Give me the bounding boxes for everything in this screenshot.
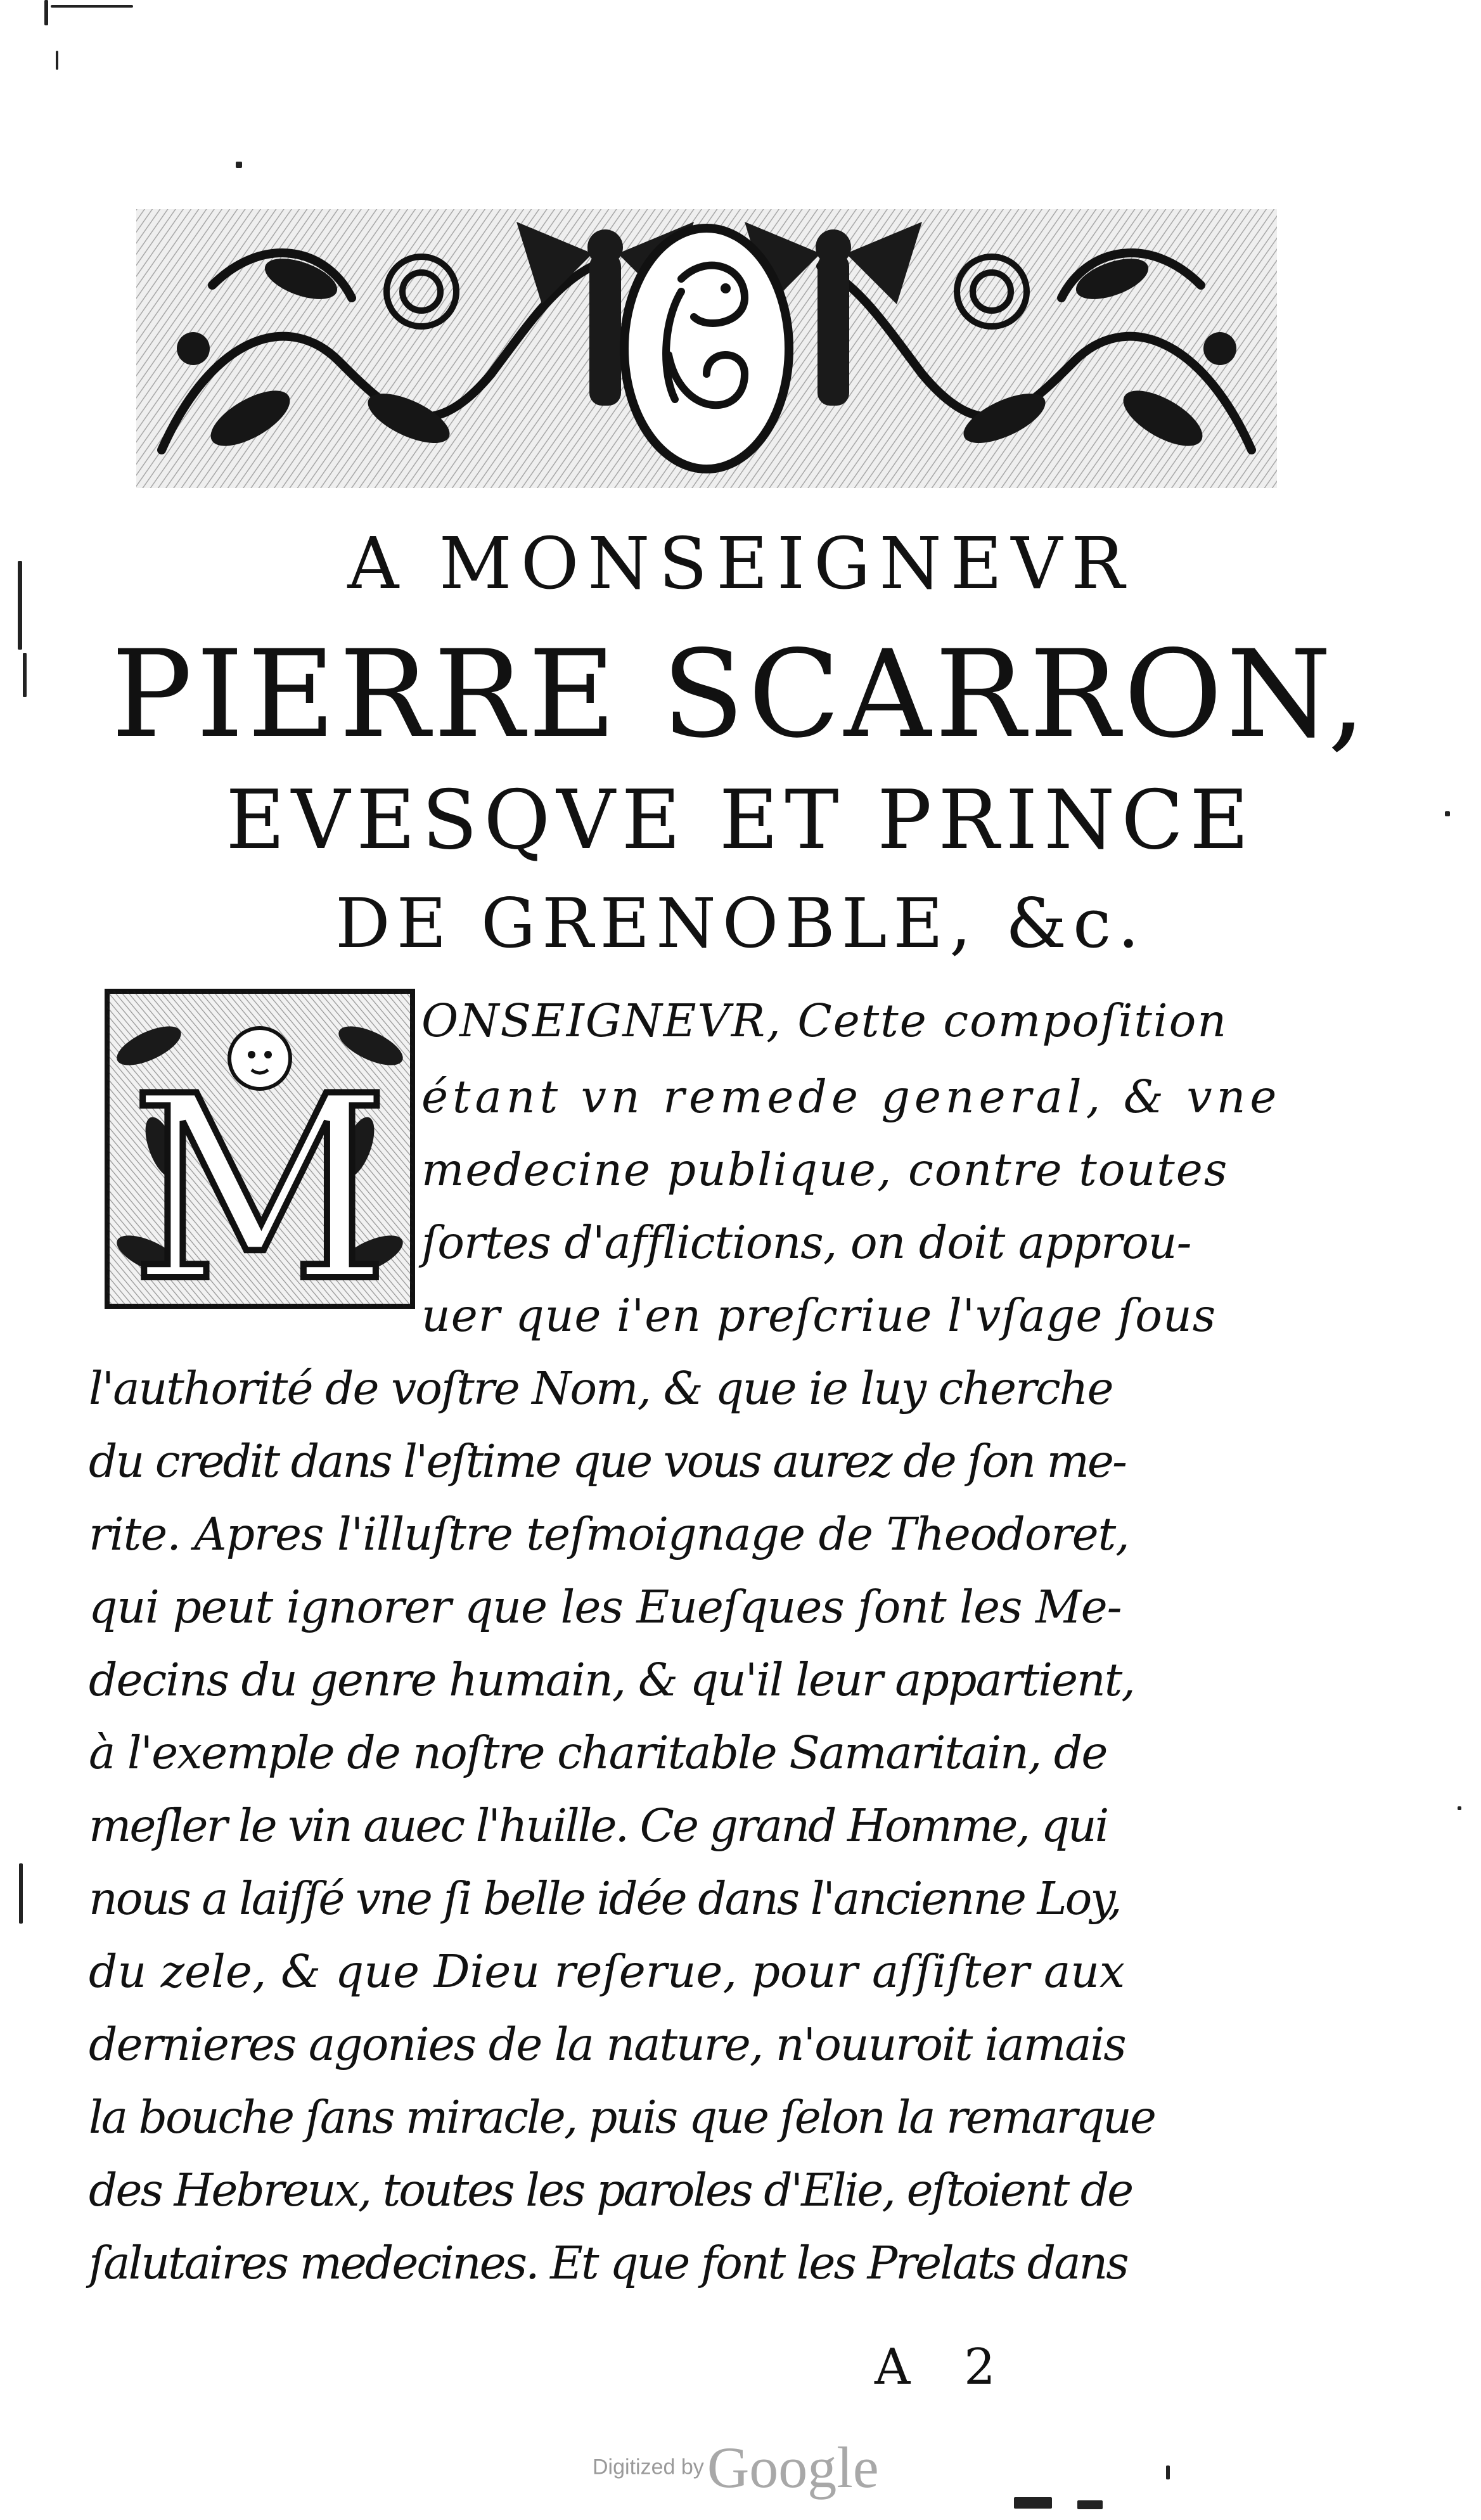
digitized-watermark [593, 2434, 879, 2501]
text-line: nous a laiſſé vne ſi belle idée dans l'ancienne Loy, [89, 1872, 1120, 1925]
scan-mark [1077, 2500, 1103, 2509]
text-line: ſortes d'afflictions, on doit approu- [421, 1216, 1191, 1269]
text-line: à l'exemple de noſtre charitable Samaritain, de [89, 1726, 1107, 1779]
text-line: étant vn remede general, & vne [421, 1070, 1281, 1123]
text-line: ſalutaires medecines. Et que font les Prelats dans [89, 2237, 1127, 2289]
text-line: ONSEIGNEVR, Cette compoſition [421, 994, 1228, 1047]
title-see-text: DE GRENOBLE, &c. [335, 884, 1146, 963]
title-see [0, 884, 1481, 963]
title-dedication [0, 523, 1481, 605]
title-rank-text: EVESQVE ET PRINCE [226, 773, 1255, 868]
text-line: decins du genre humain, & qu'il leur appartient, [89, 1654, 1134, 1706]
text-line: qui peut ignorer que les Eueſques ſont les Me- [89, 1581, 1122, 1633]
signature-mark: A 2 [875, 2339, 1015, 2396]
scan-mark [1166, 2465, 1170, 2479]
text-line: meſler le vin auec l'huille. Ce grand Homme, qui [89, 1799, 1108, 1852]
scan-mark [1458, 1806, 1461, 1810]
scan-mark [51, 5, 133, 8]
headpiece-ornament [136, 209, 1277, 488]
text-line: du zele, & que Dieu reſerue, pour aſſiſter aux [89, 1945, 1125, 1998]
text-line: rite. Apres l'illuſtre teſmoignage de Theodoret, [89, 1508, 1129, 1560]
google-logo: Google [707, 2435, 879, 2500]
dropcap-initial [105, 989, 415, 1309]
digitized-prefix: Digitized by [593, 2455, 704, 2479]
title-name [0, 624, 1481, 764]
scan-mark [19, 1863, 23, 1924]
scan-mark [56, 51, 58, 70]
text-line: la bouche ſans miracle, puis que ſelon la remarque [89, 2091, 1155, 2144]
title-rank [0, 773, 1481, 868]
scan-mark [1014, 2497, 1052, 2509]
title-name-text: PIERRE SCARRON, [111, 624, 1370, 764]
text-line: dernieres agonies de la nature, n'ouuroit iamais [89, 2018, 1125, 2071]
text-line: des Hebreux, toutes les paroles d'Elie, eſtoient de [89, 2164, 1132, 2216]
scan-mark [44, 0, 48, 25]
dropcap-letter: M [130, 1043, 390, 1309]
text-line: uer que i'en preſcriue l'vſage ſous [421, 1289, 1217, 1342]
scan-mark [236, 162, 242, 168]
text-line: l'authorité de voſtre Nom, & que ie luy cherche [89, 1362, 1113, 1415]
text-line: du credit dans l'eſtime que vous aurez de ſon me- [89, 1435, 1125, 1488]
text-line: medecine publique, contre toutes [421, 1143, 1229, 1196]
title-dedication-text: A MONSEIGNEVR [347, 523, 1134, 605]
